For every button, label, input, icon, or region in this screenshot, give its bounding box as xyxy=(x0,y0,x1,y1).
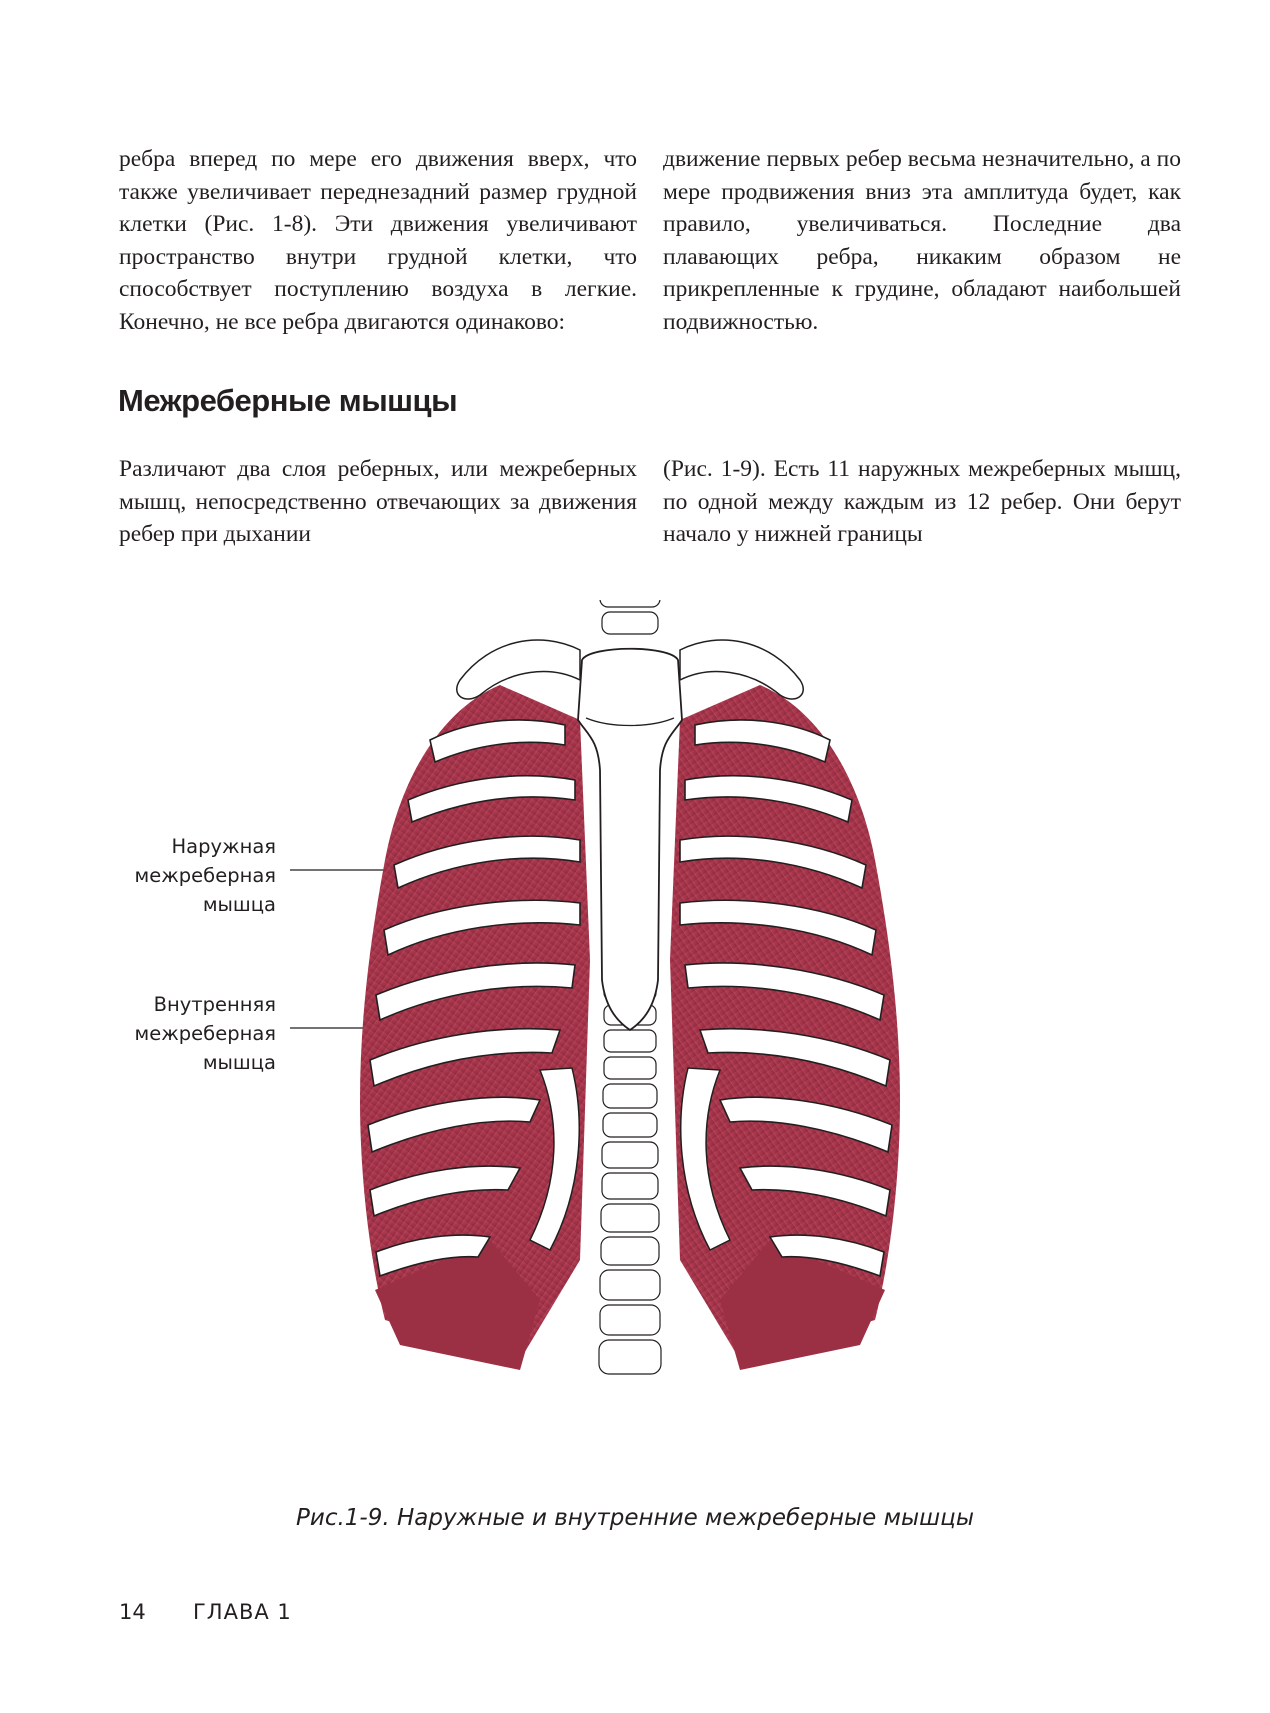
callout-external-intercostal xyxy=(96,832,276,919)
figure-caption: Рис.1-9. Наружные и внутренние межреберные мышцы xyxy=(296,1505,974,1531)
page-number: 14 xyxy=(119,1600,146,1624)
callout-external-line3: мышца xyxy=(202,893,276,916)
body-text-col1: ребра вперед по мере его движения вверх, что также увеличивает переднезадний размер грудной клетки (Рис. 1-8). Эти движения увеличивают пространство внутри грудной клетки, что способствует поступлению воздуха в легкие. Конечно, не все ребра двигаются одинаково: xyxy=(119,146,637,335)
callout-external-line1: Наружная xyxy=(171,835,276,858)
body-text-col4: (Рис. 1-9). Есть 11 наружных межреберных мышц, по одной между каждым из 12 ребер. Они берут начало у нижней границы xyxy=(663,456,1181,547)
callout-internal-intercostal xyxy=(96,990,276,1077)
callout-external-line2: межреберная xyxy=(134,864,276,887)
chapter-label: ГЛАВА 1 xyxy=(193,1600,292,1624)
section-heading: Межреберные мышцы xyxy=(118,383,458,418)
callout-internal-line3: мышца xyxy=(202,1051,276,1074)
callout-internal-line2: межреберная xyxy=(134,1022,276,1045)
sternum xyxy=(578,649,682,1030)
callout-internal-line1: Внутренняя xyxy=(153,993,276,1016)
ribcage-illustration xyxy=(290,600,970,1430)
body-text-col3: Различают два слоя реберных, или межреберных мышц, непосредственно отвечающих за движения ребер при дыхании xyxy=(119,456,637,547)
body-text-col2: движение первых ребер весьма незначительно, а по мере продвижения вниз эта амплитуда будет, как правило, увеличиваться. Последние два плавающих ребра, никаким образом не прикрепленные к грудине, обладают наибольшей подвижностью. xyxy=(663,146,1181,335)
